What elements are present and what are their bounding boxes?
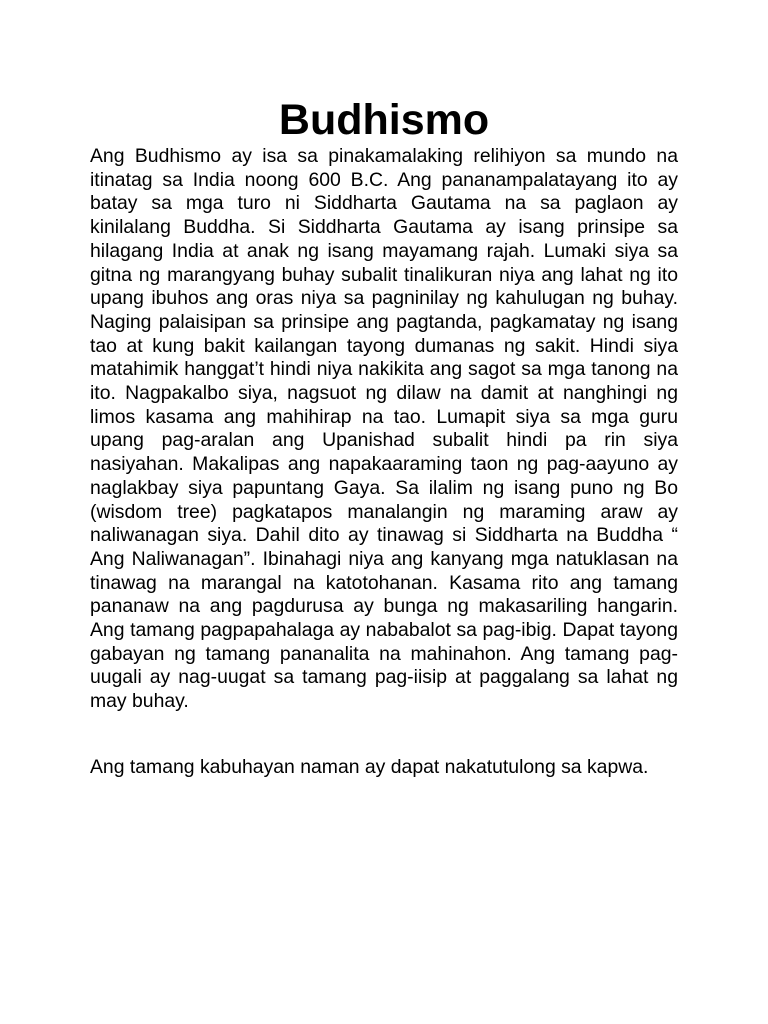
document-title: Budhismo	[278, 96, 490, 144]
body-paragraph: Ang Budhismo ay isa sa pinakamalaking relihiyon sa mundo na itinatag sa India noong 600 B.C. Ang pananampalatayang ito ay batay sa mga turo ni Siddharta Gautama na sa paglaon ay kinilalang Buddha. Si Siddharta Gautama ay isang prinsipe sa hilagang India at anak ng isang mayamang rajah. Lumaki siya sa gitna ng marangyang buhay subalit tinalikuran niya ang lahat ng ito upang ibuhos ang oras niya sa pagninilay ng kahulugan ng buhay. Naging palaisipan sa prinsipe ang pagtanda, pagkamatay ng isang tao at kung bakit kailangan tayong dumanas ng sakit. Hindi siya matahimik hanggat’t hindi niya nakikita ang sagot sa mga tanong na ito. Nagpakalbo siya, nagsuot ng dilaw na damit at nanghingi ng limos kasama ang mahihirap na tao. Lumapit siya sa mga guru upang pag-aralan ang Upanishad subalit hindi pa rin siya nasiyahan. Makalipas ang napakaaraming taon ng pag-aayuno ay naglakbay siya papuntang Gaya. Sa ilalim ng isang puno ng Bo (wisdom tree) pagkatapos manalangin ng maraming araw ay naliwanagan siya. Dahil dito ay tinawag si Siddharta na Buddha “ Ang Naliwanagan”. Ibinahagi niya ang kanyang mga natuklasan na tinawag na marangal na katotohanan. Kasama rito ang tamang pananaw na ang pagdurusa ay bunga ng makasariling hangarin. Ang tamang pagpapahalaga ay nababalot sa pag-ibig. Dapat tayong gabayan ng tamang pananalita na mahinahon. Ang tamang pag-uugali ay nag-uugat sa tamang pag-iisip at paggalang sa lahat ng may buhay.	[90, 145, 678, 713]
closing-paragraph: Ang tamang kabuhayan naman ay dapat nakatutulong sa kapwa.	[90, 756, 649, 778]
